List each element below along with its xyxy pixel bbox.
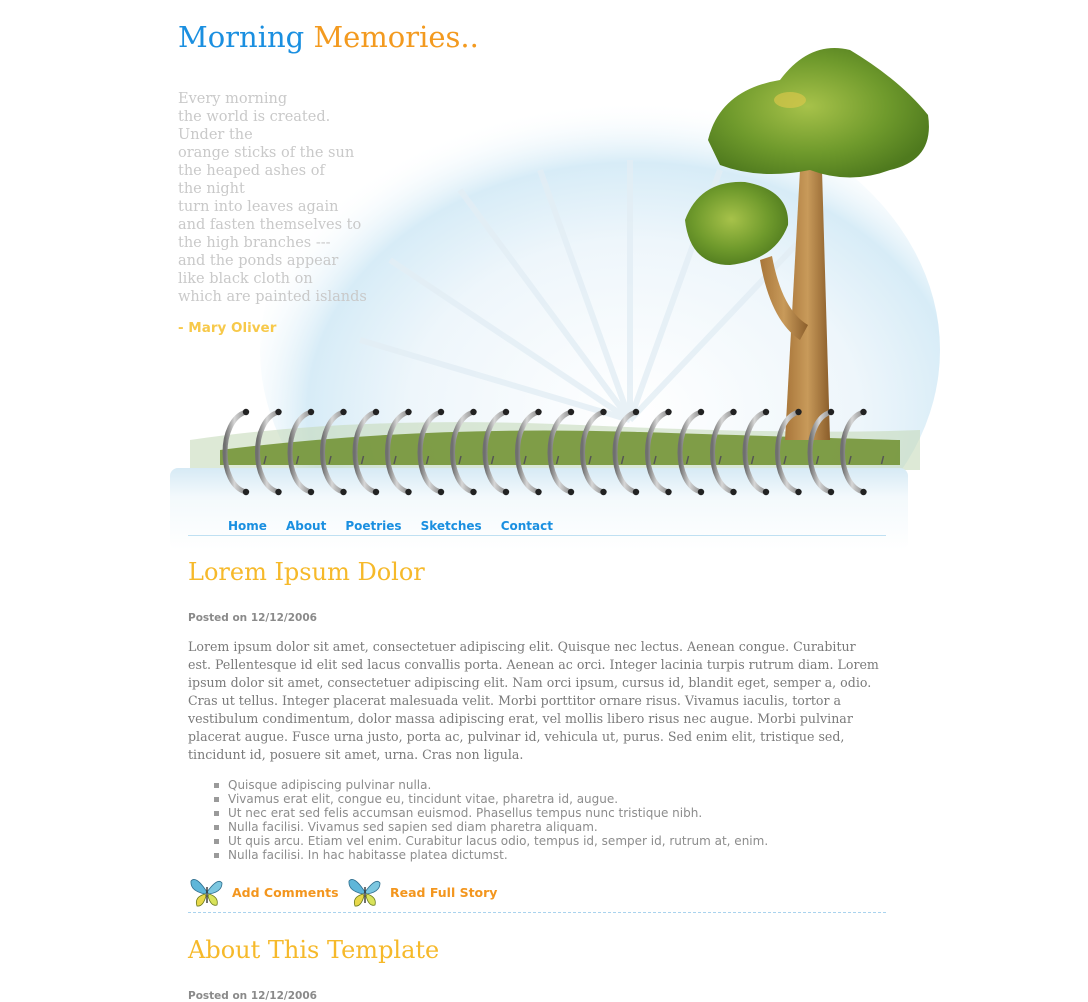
spiral-hole [795,409,801,415]
poem-line: turn into leaves again [178,199,339,215]
poem-line: the world is created. [178,109,331,125]
poem [178,90,367,306]
read-full-story-link[interactable] [346,873,497,911]
spiral-hole [275,409,281,415]
spiral-hole [698,489,704,495]
read-full-story-label: Read Full Story [390,884,498,900]
post-date: Posted on 12/12/2006 [188,990,317,1002]
site-title-part2: Memories.. [313,20,479,54]
spiral-hole [535,489,541,495]
spiral-hole [698,409,704,415]
spiral-hole [633,489,639,495]
spiral-hole [340,489,346,495]
spiral-hole [340,409,346,415]
poem-line: orange sticks of the sun [178,145,355,161]
spiral-hole [275,489,281,495]
spiral-hole [503,409,509,415]
spiral-hole [373,489,379,495]
poem-line: like black cloth on [178,271,313,287]
post-date: Posted on 12/12/2006 [188,612,317,624]
add-comments-label: Add Comments [232,884,339,900]
spiral-hole [470,409,476,415]
spiral-hole [438,489,444,495]
spiral-hole [535,409,541,415]
poem-line: the night [178,181,245,197]
spiral-hole [600,409,606,415]
poem-line: and fasten themselves to [178,217,362,233]
nav-about[interactable]: About [285,519,327,533]
spiral-hole [665,489,671,495]
main-nav [228,519,572,533]
spiral-hole [438,409,444,415]
post-body: Lorem ipsum dolor sit amet, consectetuer adipiscing elit. Quisque nec lectus. Aenean congue. Curabitur est. Pellentesque id elit sed lacus convallis porta. Aenean ac orci. Integer lacinia turpis rutrum diam. Lorem ipsum dolor sit amet, consectetuer adipiscing elit. Nam orci ipsum, cursus id, blandit eget, semper a, odio. Cras ut tellus. Integer placerat malesuada velit. Morbi porttitor ornare risus. Vivamus iaculis, tortor a vestibulum condimentum, dolor massa adipiscing erat, vel mollis libero risus nec augue. Morbi pulvinar placerat augue. Fusce urna justo, porta ac, pulvinar id, vehicula ut, purus. Sed enim elit, tristique sed, tincidunt id, posuere sit amet, urna. Cras non ligula. [188,639,879,762]
site-title-part1: Morning [178,20,305,54]
spiral-hole [763,489,769,495]
spiral-hole [568,489,574,495]
nav-contact[interactable]: Contact [500,519,553,533]
nav-poetries[interactable]: Poetries [345,519,402,533]
poem-author: - Mary Oliver [178,320,277,336]
spiral-hole [828,489,834,495]
poem-line: and the ponds appear [178,253,339,269]
spiral-hole [405,409,411,415]
spiral-hole [665,409,671,415]
list-item: Ut nec erat sed felis accumsan euismod. Phasellus tempus nunc tristique nibh. [214,806,768,820]
post-bullet-list [214,778,768,862]
nav-home[interactable]: Home [228,519,267,533]
post-divider [188,912,886,913]
butterfly-icon [346,873,384,911]
list-item: Quisque adipiscing pulvinar nulla. [214,778,768,792]
post-title[interactable]: About This Template [188,936,440,964]
spiral-hole [600,489,606,495]
spiral-hole [763,409,769,415]
list-item: Ut quis arcu. Etiam vel enim. Curabitur lacus odio, tempus id, semper id, rutrum at, enim. [214,834,768,848]
poem-line: Under the [178,127,253,143]
spiral-hole [860,489,866,495]
list-item: Nulla facilisi. Vivamus sed sapien sed diam pharetra aliquam. [214,820,768,834]
site-title[interactable] [178,18,479,56]
spiral-hole [633,409,639,415]
spiral-hole [243,489,249,495]
spiral-hole [308,409,314,415]
butterfly-icon [188,873,226,911]
poem-line: the high branches --- [178,235,331,251]
poem-line: the heaped ashes of [178,163,325,179]
spiral-hole [503,489,509,495]
poem-line: Every morning [178,91,288,107]
spiral-hole [405,489,411,495]
spiral-hole [470,489,476,495]
spiral-hole [860,409,866,415]
add-comments-link[interactable] [188,873,339,911]
poem-line: which are painted islands [178,289,367,305]
nav-sketches[interactable]: Sketches [420,519,482,533]
nav-divider [188,535,886,536]
spiral-hole [243,409,249,415]
spiral-hole [568,409,574,415]
spiral-hole [795,489,801,495]
spiral-hole [308,489,314,495]
post-title[interactable]: Lorem Ipsum Dolor [188,558,425,586]
list-item: Nulla facilisi. In hac habitasse platea dictumst. [214,848,768,862]
list-item: Vivamus erat elit, congue eu, tincidunt vitae, pharetra id, augue. [214,792,768,806]
spiral-hole [730,489,736,495]
spiral-hole [828,409,834,415]
spiral-hole [373,409,379,415]
spiral-hole [730,409,736,415]
